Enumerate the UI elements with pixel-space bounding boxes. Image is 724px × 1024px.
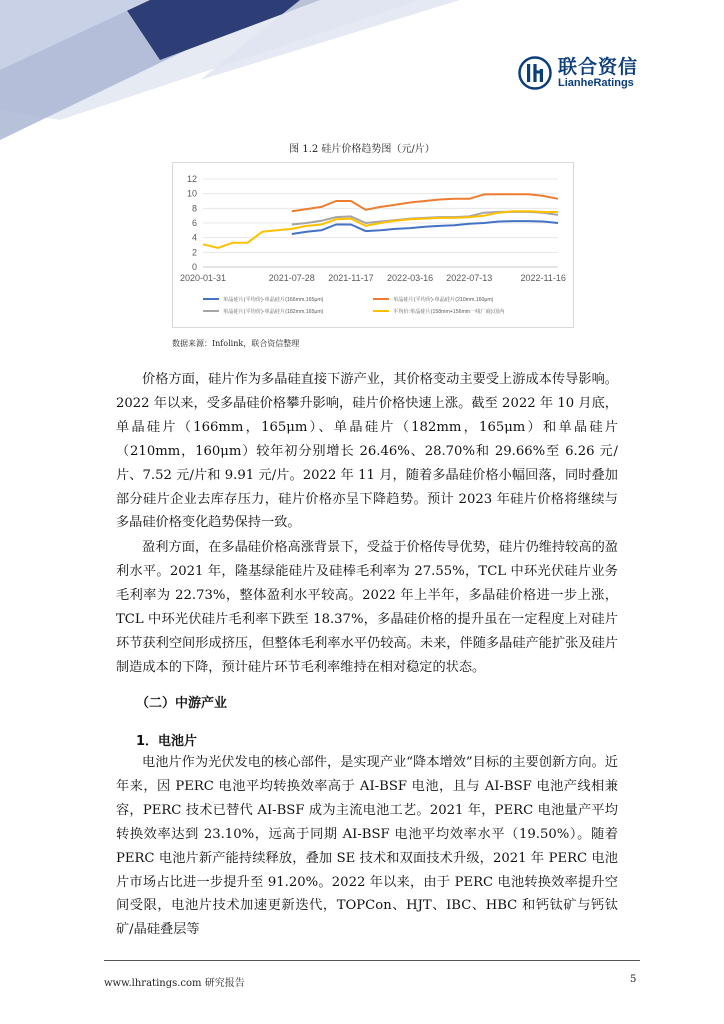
y-tick-label: 0 [191,262,197,272]
price-chart-frame [172,162,574,328]
lianhe-logo-icon [518,56,552,90]
paragraph-price [116,368,618,535]
y-tick-label: 2 [191,247,197,258]
paragraph-profit-text: 盈利方面，在多晶硅价格高涨背景下，受益于价格传导优势，硅片仍维持较高的盈利水平。2021 年，隆基绿能硅片及硅棒毛利率为 27.55%，TCL 中环光伏硅片业务毛利率为 22.73%，整体盈利水平较高。2022 年上半年，多晶硅价格进一步上涨，TCL 中环光伏硅片毛利率下跌至 18.37%，多晶硅价格的提升虽在一定程度上对硅片环节获利空间形成挤压，但整体毛利率水平仍较高。未来，伴随多晶硅产能扩张及硅片制造成本的下降，预计硅片环节毛利率维持在相对稳定的状态。 [116,540,618,675]
legend-label: 单晶硅片(平均价)-单晶硅片(182mm,165μm) [223,309,324,315]
footer-divider [104,960,640,961]
figure-source: 数据来源：Infolink，联合资信整理 [172,339,300,348]
y-tick-label: 8 [191,203,197,214]
x-tick-label: 2020-01-31 [179,273,227,283]
paragraph-cell-text: 电池片作为光伏发电的核心部件，是实现产业“降本增效”目标的主要创新方向。近年来，因 PERC 电池平均转换效率高于 AI-BSF 电池，且与 AI-BSF 电池产线相兼容，PERC 技术已替代 AI-BSF 成为主流电池工艺。2021 年，PERC 电池量产平均转换效率达到 23.10%，远高于同期 AI-BSF 电池平均效率水平（19.50%）。随着 PERC 电池片新产能持续释放，叠加 SE 技术和双面技术升级，2021 年 PERC 电池片市场占比进一步提升至 91.20%。2022 年以来，由于 PERC 电池转换效率提升空间受限，电池片技术加速更新迭代，TOPCon、HJT、IBC、HBC 和钙钛矿与钙钛矿/晶硅叠层等 [116,755,618,938]
brand-name-cn: 联合资信 [558,55,639,78]
y-tick-label: 6 [191,218,197,228]
footer-site: www.lhratings.com 研究报告 [104,978,245,989]
paragraph-price-text: 价格方面，硅片作为多晶硅直接下游产业，其价格变动主要受上游成本传导影响。2022 年以来，受多晶硅价格攀升影响，硅片价格快速上涨。截至 2022 年 10 月底，单晶硅片（166mm，165μm）、单晶硅片（182mm，165μm）和单晶硅片（210mm，160μm）较年初分别增长 26.46%、28.70%和 29.66%至 6.26 元/片、7.52 元/片和 9.91 元/片。2022 年 11 月，随着多晶硅价格小幅回落，同时叠加部分硅片企业去库存压力，硅片价格亦呈下降趋势。预计 2023 年硅片价格将继续与多晶硅价格变化趋势保持一致。 [116,372,618,531]
section-heading: （二）中游产业 [136,696,228,711]
y-tick-label: 12 [186,174,197,184]
x-tick-label: 2022-11-16 [520,273,566,283]
y-tick-label: 4 [191,232,197,243]
figure-title: 图 1.2 硅片价格趋势图（元/片） [289,144,435,155]
series-line-2 [292,194,558,211]
legend-label: 单晶硅片(平均价)-单晶硅片(166mm,165μm) [223,297,324,303]
paragraph-profit [116,536,618,679]
legend-label: 单晶硅片(平均价)-单晶硅片(210mm,160μm) [393,297,494,303]
x-tick-label: 2021-07-28 [268,273,315,283]
brand-logo [518,56,638,90]
x-tick-label: 2022-07-13 [446,273,493,283]
page-number: 5 [630,974,637,985]
silicon-wafer-price-chart [173,163,573,327]
x-tick-label: 2021-11-17 [328,273,374,283]
legend-label: 平均价:单晶硅片(158mm+156mm一线厂商):国内 [393,309,505,315]
subsection-heading: 1．电池片 [136,734,198,749]
paragraph-cell [116,751,618,942]
brand-name-en: LianheRatings [558,76,634,89]
y-tick-label: 10 [186,188,197,199]
x-tick-label: 2022-03-16 [387,273,434,283]
